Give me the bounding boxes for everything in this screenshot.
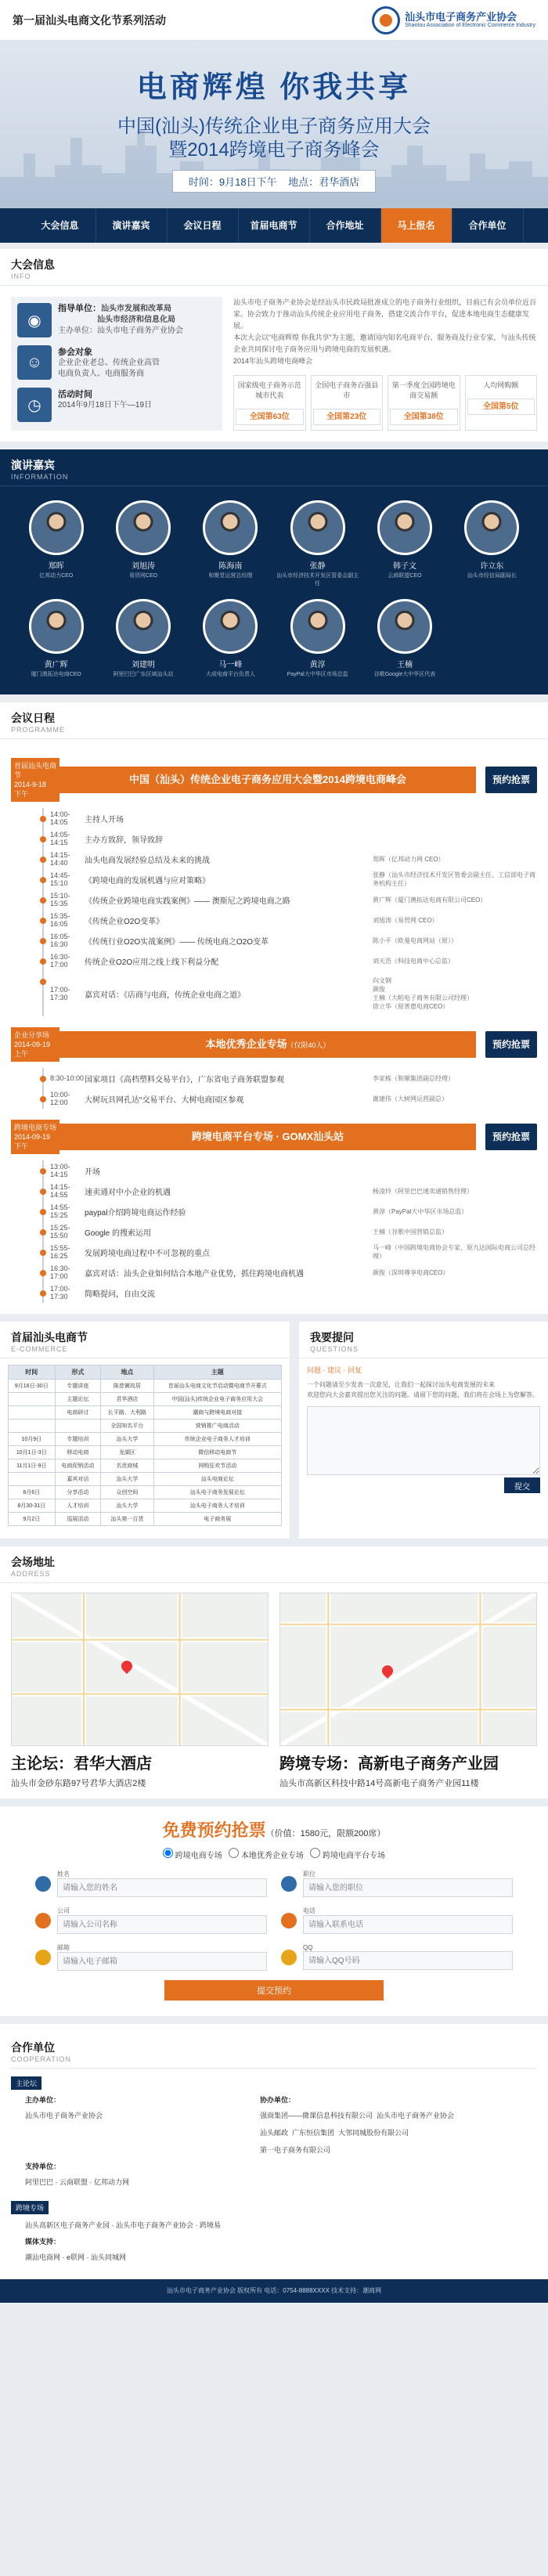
agenda-timeline	[42, 808, 537, 1016]
avatar	[464, 500, 519, 555]
option-radio[interactable]: 本地优秀企业专场	[229, 1852, 304, 1860]
avatar	[29, 500, 84, 555]
agenda-item	[44, 971, 537, 1016]
speaker-card[interactable]	[99, 599, 186, 679]
intro-3: 2014年汕头跨境电商峰会	[233, 357, 313, 365]
qq-field[interactable]	[303, 1951, 513, 1970]
agenda-speaker: 黄广辉（厦门澳拓达电商有限公司CEO）	[373, 896, 487, 904]
nav-register[interactable]: 马上报名	[381, 208, 452, 243]
nav-info[interactable]: 大会信息	[25, 208, 96, 243]
table-cell: 移动电商	[55, 1446, 101, 1459]
agenda-topic: 开场	[85, 1167, 100, 1177]
agenda-item	[44, 1283, 537, 1303]
agenda-item	[44, 910, 537, 930]
agenda-item	[44, 930, 537, 951]
table-cell: 专题培训	[55, 1433, 101, 1446]
co-line: 第一电子商务有限公司	[260, 2146, 331, 2154]
footer: 汕头市电子商务产业协会 版权所有 电话：0754-8888XXXX 技术支持：潮商网	[0, 2279, 548, 2303]
speaker-name: 许立东	[480, 562, 504, 571]
speaker-card[interactable]	[361, 500, 448, 588]
avatar	[290, 500, 345, 555]
stat-card: 全国电子商务百强县市 全国第23位	[311, 375, 384, 431]
speaker-card[interactable]	[274, 500, 361, 588]
agenda-item	[44, 951, 537, 971]
briefcase-icon	[281, 1876, 297, 1892]
avatar	[203, 599, 258, 654]
agenda-speaker: 张静（汕头市经济技术开发区管委会副主任、工信部电子商务机构主任）	[373, 871, 535, 887]
agenda-speaker: 刘旭涛（易贸网 CEO）	[373, 916, 438, 924]
table-cell: 10月1日-3日	[9, 1446, 56, 1459]
avatar	[290, 599, 345, 654]
speaker-card[interactable]	[13, 500, 99, 588]
partners-section	[0, 2024, 548, 2279]
agenda-time: 16:30-17:00	[50, 953, 70, 969]
table-cell: 众创空间	[101, 1486, 153, 1499]
position-field[interactable]	[303, 1878, 513, 1897]
speaker-name: 黄广辉	[44, 661, 68, 669]
info-section	[0, 249, 548, 442]
speaker-card[interactable]	[99, 500, 186, 588]
agenda-topic: 国家项目《高档塑料交易平台》，广东省电子商务联盟参观	[85, 1075, 284, 1084]
support-label: 支持单位：	[25, 2163, 61, 2170]
table-cell: 网购狂欢节活动	[153, 1459, 281, 1473]
agenda-time: 15:10-15:35	[50, 892, 70, 907]
speaker-card[interactable]	[187, 500, 274, 588]
agenda-item	[44, 869, 537, 889]
table-cell: 8月30-31日	[9, 1499, 56, 1513]
agenda-item	[44, 1242, 537, 1262]
series-title: 第一届汕头电商文化节系列活动	[13, 13, 166, 27]
agenda-topic: 汕头电商发展经验总结及未来的挑战	[85, 856, 210, 865]
speaker-name: 郑晖	[48, 562, 64, 571]
table-cell: 微信移动电商节	[153, 1446, 281, 1459]
cross-border-partners: 汕头高新区电子商务产业园 · 汕头市电子商务产业协会 · 跨境易	[25, 2221, 221, 2229]
table-row	[9, 1393, 282, 1406]
table-cell: 人才培训	[55, 1499, 101, 1513]
table-cell: 分享活动	[55, 1486, 101, 1499]
agenda-timeline	[42, 1160, 537, 1303]
email-field[interactable]	[57, 1952, 267, 1971]
media-label: 媒体支持：	[25, 2238, 61, 2246]
speaker-name: 刘旭涛	[131, 562, 155, 571]
session-tag: 首届汕头电商节 2014-9-18 下午	[11, 758, 59, 802]
phone-field[interactable]	[303, 1915, 513, 1934]
agenda-topic: 主办方致辞，领导致辞	[85, 835, 163, 845]
agenda-section	[0, 702, 548, 1314]
agenda-time: 15:55-16:25	[50, 1244, 70, 1260]
agenda-title: 会议日程	[11, 712, 55, 724]
venue-2-name: 跨境专场：高新电子商务产业园	[279, 1755, 499, 1773]
speaker-card[interactable]	[274, 599, 361, 679]
attend-1: 企业企业老总、传统企业高管	[58, 359, 160, 367]
support-line: 阿里巴巴 · 云商联盟 · 亿邦动力网	[25, 2178, 129, 2186]
agenda-en: PROGRAMME	[11, 726, 66, 734]
table-row	[9, 1486, 282, 1499]
main-nav	[0, 208, 548, 243]
agenda-item	[44, 828, 537, 849]
speaker-name: 韩子文	[392, 562, 416, 571]
table-cell: 电商研讨	[55, 1406, 101, 1420]
session-bar	[11, 1120, 537, 1154]
table-row	[9, 1406, 282, 1420]
session-bar	[11, 758, 537, 802]
agenda-time: 17:00-17:30	[50, 1285, 70, 1301]
table-cell: 全国知名平台	[101, 1420, 153, 1433]
agenda-topic: 主持人开场	[85, 815, 124, 824]
organizer: 主办单位：汕头市电子商务产业协会	[58, 327, 183, 335]
stat-card: 国家级电子商务示范城市代表 全国第63位	[233, 375, 306, 431]
table-cell: 汕头电商论坛	[153, 1473, 281, 1486]
qq-icon	[281, 1950, 297, 1965]
agenda-item	[44, 1201, 537, 1221]
table-cell	[55, 1420, 101, 1433]
speaker-title: 谷歌Google大中华区代表	[373, 672, 436, 677]
table-cell: 中国(汕头)传统企业电子商务应用大会	[153, 1393, 281, 1406]
attend-label: 参会对象	[58, 348, 92, 357]
session-tag: 企业分享场 2014-09-19 上午	[11, 1027, 59, 1062]
table-cell: 汕头大学	[101, 1499, 153, 1513]
session-title: 中国（汕头）传统企业电子商务应用大会暨2014跨境电商峰会	[59, 767, 476, 793]
host-1: 汕头市发展和改革局	[101, 305, 171, 313]
nav-speakers[interactable]: 演讲嘉宾	[96, 208, 168, 243]
agenda-time: 14:15-14:55	[50, 1183, 70, 1199]
agenda-topic: 发展跨境电商过程中不可忽视的重点	[85, 1249, 210, 1258]
speaker-title: 厦门澳拓达电商CEO	[31, 672, 81, 677]
clock-icon: ◷	[17, 388, 52, 422]
speaker-title: 汕头市经信局副局长	[467, 573, 517, 579]
agenda-time: 14:55-15:25	[50, 1203, 70, 1219]
speaker-name: 王楠	[396, 661, 413, 669]
table-row	[9, 1446, 282, 1459]
association-logo[interactable]	[372, 6, 535, 34]
agenda-topic: 大树玩具网孔达“交易平台、大树电商园区参观	[85, 1095, 244, 1105]
book-button[interactable]: 预约抢票	[485, 1124, 537, 1150]
agenda-topic: Google 的搜索运用	[85, 1228, 152, 1238]
ask-en: QUESTIONS	[310, 1345, 359, 1353]
venue-title: 会场地址	[11, 1556, 55, 1568]
speaker-title: 阿里巴巴广东区域汕头站	[113, 672, 174, 677]
book-button[interactable]: 预约抢票	[485, 1031, 537, 1058]
logo-name: 汕头市电子商务产业协会	[405, 11, 517, 23]
host-label: 主办单位：	[25, 2096, 61, 2104]
table-cell: 龙湖区	[101, 1446, 153, 1459]
avatar	[377, 500, 432, 555]
table-cell: 10月9日	[9, 1433, 56, 1446]
agenda-time: 16:05-16:30	[50, 933, 70, 948]
table-cell: 9月16日-30日	[9, 1380, 56, 1393]
top-bar	[0, 0, 548, 41]
speaker-card[interactable]	[13, 599, 99, 679]
agenda-topic: 速卖通对中小企业的机遇	[85, 1188, 171, 1197]
table-cell: 长平路、大利路	[101, 1406, 153, 1420]
table-cell: 汕头大学	[101, 1433, 153, 1446]
register-price: （价值：1580元，限额200席）	[265, 1829, 386, 1838]
co-line: 强商集团——微课信息科技有限公司 汕头市电子商务产业协会	[260, 2112, 455, 2120]
table-cell	[9, 1473, 56, 1486]
agenda-topic: 简略提问，自由交流	[85, 1290, 155, 1299]
ask-desc: 一个问题请至少发表一次意见，让我们一起探讨汕头电商发展的未来	[307, 1381, 495, 1388]
session-tag: 跨境电商专场 2014-09-19 下午	[11, 1120, 59, 1154]
table-cell: 汕头第一百货	[101, 1513, 153, 1526]
agenda-item	[44, 1088, 537, 1109]
hero-subtitle-1: 中国(汕头)传统企业电子商务应用大会	[117, 116, 431, 137]
table-cell: 9月2日	[9, 1513, 56, 1526]
attend-2: 电商负责人、电商服务商	[58, 370, 144, 378]
building-icon	[35, 1913, 51, 1928]
table-cell: 巡展活动	[55, 1513, 101, 1526]
venue-en: ADDRESS	[11, 1570, 51, 1578]
table-row	[9, 1433, 282, 1446]
table-cell: 首届汕头电商文化节启动暨电商节开幕式	[153, 1380, 281, 1393]
agenda-time: 8:30-10:00	[50, 1074, 85, 1082]
agenda-speaker: 谢建伟（大树网运营副总）	[373, 1095, 448, 1102]
table-cell: 营销推广电商活动	[153, 1420, 281, 1433]
table-cell: 潮商与跨境电商对接	[153, 1406, 281, 1420]
table-cell: 名优商城	[101, 1459, 153, 1473]
agenda-time: 14:05-14:15	[50, 831, 70, 846]
venue-map-1[interactable]	[11, 1593, 269, 1746]
logo-en: Shantou Association of Electronic Commerce Industry	[405, 23, 535, 28]
table-row	[9, 1473, 282, 1486]
avatar	[203, 500, 258, 555]
speakers-section	[0, 449, 548, 695]
agenda-time: 15:25-15:50	[50, 1224, 70, 1239]
time-label: 活动时间	[58, 390, 92, 399]
venue-1-address: 汕头市金砂东路97号君华大酒店2楼	[11, 1779, 146, 1788]
agenda-speaker: 陈小平（欧曼电商网站（原））	[373, 936, 457, 944]
agenda-topic: 《跨境电商的发展机遇与应对策略》	[85, 876, 210, 886]
speaker-card[interactable]	[187, 599, 274, 679]
intro-1: 汕头市电子商务产业协会是经汕头市民政局批准成立的电子商务行业组织，目前已有会员单位近百家。协会致力于推动汕头传统企业应用电子商务，搭建交流合作平台，促进本地电商生态健康发展。	[233, 298, 537, 330]
option-radio[interactable]: 跨境电商平台专场	[310, 1852, 385, 1860]
session-title: 跨境电商平台专场 · GOMX汕头站	[59, 1124, 476, 1150]
agenda-time: 15:35-16:05	[50, 912, 70, 928]
phone-icon	[281, 1913, 297, 1928]
table-row	[9, 1499, 282, 1513]
speaker-name: 陈海南	[218, 562, 243, 571]
partners-en: COOPERATION	[11, 2055, 71, 2063]
avatar	[116, 500, 171, 555]
venue-section	[0, 1546, 548, 1799]
agenda-time: 14:45-15:10	[50, 871, 70, 887]
table-cell: 传统企业电子商务人才培训	[153, 1433, 281, 1446]
festival-title: 首届汕头电商节	[11, 1331, 88, 1344]
stat-card: 第一季度全国跨境电商交易额 全国第38位	[388, 375, 460, 431]
table-row	[9, 1513, 282, 1526]
agenda-time: 16:30-17:00	[50, 1265, 70, 1280]
table-cell: 陈慈黉故居	[101, 1380, 153, 1393]
media-line: 潮汕电商网 · e联网 · 汕头同城网	[25, 2253, 127, 2261]
company-field[interactable]	[57, 1915, 267, 1934]
association-logo-icon	[372, 6, 400, 34]
agenda-speaker: 黄淳（PayPal大中华区市场总监）	[373, 1207, 468, 1215]
agenda-time: 13:00-14:15	[50, 1163, 70, 1178]
register-section: 免费预约抢票（价值：1580元，限额200席） 跨境电商专场 本地优秀企业专场 跨境电商平台专场 姓名 请输入您的姓名 职位 请输入您的职位 公司 请输入公司名称 电话 请输入联系电话 邮箱 请输入电子邮箱 QQ 请输入QQ号码 提交预约	[0, 1806, 548, 2016]
agenda-item	[44, 808, 537, 828]
agenda-time: 14:15-14:40	[50, 851, 70, 867]
session-options	[11, 1848, 537, 1860]
table-cell: 汕头大学	[101, 1473, 153, 1486]
ask-desc-2: 欢迎您向大会嘉宾提出您关注的问题。请留下您的问题，我们将在会场上为您解答。	[307, 1391, 539, 1398]
agenda-timeline	[42, 1068, 537, 1109]
table-cell: 专题讲座	[55, 1380, 101, 1393]
agenda-speaker: 王楠（谷歌中国营销总监）	[373, 1228, 448, 1236]
hero-time-place	[172, 170, 376, 193]
table-cell: 嘉宾对话	[55, 1473, 101, 1486]
question-textarea[interactable]	[307, 1406, 540, 1475]
nav-venue[interactable]: 合作地址	[310, 208, 381, 243]
venue-map-2[interactable]	[279, 1593, 537, 1746]
people-icon: ☺	[17, 345, 52, 380]
book-button[interactable]: 预约抢票	[485, 767, 537, 793]
speaker-title: 大成电商平台负责人	[205, 672, 255, 677]
event-time: 2014年9月18日下午—19日	[58, 401, 153, 409]
info-en: INFO	[11, 272, 31, 280]
venue-1-name: 主论坛：君华大酒店	[11, 1755, 152, 1773]
avatar	[377, 599, 432, 654]
org-icon: ◉	[17, 303, 52, 337]
intro-2: 本次大会以“电商辉煌 你我共享”为主题，邀请国内知名电商平台、服务商及行业专家，与汕头传统企业共同探讨电子商务应用与跨境电商的发展机遇。	[233, 334, 536, 353]
hero-place: 地点：君华酒店	[288, 176, 360, 188]
speaker-name: 张静	[309, 562, 326, 571]
table-row	[9, 1420, 282, 1433]
table-cell: 主题论坛	[55, 1393, 101, 1406]
speaker-title: 云商联盟CEO	[388, 573, 422, 579]
agenda-time: 10:00-12:00	[50, 1091, 70, 1106]
agenda-topic: 《传统企业O2O变革》	[85, 917, 164, 926]
host-label: 指导单位：	[58, 304, 101, 313]
table-cell	[9, 1406, 56, 1420]
table-row	[9, 1459, 282, 1473]
speaker-name: 刘建明	[131, 661, 155, 669]
venue-2-address: 汕头市高新区科技中路14号高新电子商务产业园11楼	[279, 1779, 479, 1788]
co-line: 汕头邮政 广东恒信集团 大邻同城股份有限公司	[260, 2129, 409, 2137]
festival-en: E-COMMERCE	[11, 1345, 68, 1353]
agenda-item	[44, 1221, 537, 1242]
hero-headline: 电商辉煌 你我共享	[136, 71, 412, 104]
agenda-speaker: 刘天浩（科技电商中心总监）	[373, 957, 454, 965]
ask-title: 我要提问	[310, 1331, 354, 1344]
partners-title: 合作单位	[11, 2041, 55, 2054]
avatar	[116, 599, 171, 654]
group-tag: 主论坛	[11, 2076, 41, 2090]
table-cell: 电子商务展	[153, 1513, 281, 1526]
option-radio[interactable]: 跨境电商专场	[163, 1852, 222, 1860]
speaker-card[interactable]	[449, 500, 535, 588]
session-title: 本地优秀企业专场（仅限40人）	[59, 1031, 476, 1058]
info-title: 大会信息	[11, 258, 55, 271]
agenda-topic: 传统企业O2O应用之线上线下利益分配	[85, 958, 219, 967]
register-title: 免费预约抢票（价值：1580元，限额200席）	[162, 1820, 386, 1840]
speakers-title: 演讲嘉宾	[11, 459, 55, 471]
table-cell: 电商促销活动	[55, 1459, 101, 1473]
agenda-speaker: 杨凌玲（阿里巴巴速卖通销售经理）	[373, 1187, 473, 1195]
hero-subtitle-2: 暨2014跨境电子商务峰会	[168, 139, 380, 161]
register-submit-button[interactable]: 提交预约	[164, 1980, 384, 2001]
table-cell	[9, 1393, 56, 1406]
host-name: 汕头市电子商务产业协会	[25, 2112, 103, 2120]
agenda-item	[44, 1262, 537, 1283]
nav-agenda[interactable]: 会议日程	[168, 208, 239, 243]
speaker-title: 汕头市经济技术开发区管委会副主任	[276, 573, 359, 586]
agenda-speaker: 郑晖（亿邦动力网 CEO）	[373, 855, 445, 863]
table-cell	[9, 1420, 56, 1433]
speaker-title: PayPal大中华区市场总监	[287, 672, 348, 677]
name-field[interactable]	[57, 1878, 267, 1897]
agenda-item	[44, 1160, 537, 1181]
agenda-topic: 嘉宾对话：汕头企业如何结合本地产业优势，抓住跨境电商机遇	[85, 1269, 304, 1279]
group-tag: 跨境专场	[11, 2201, 49, 2214]
speaker-card[interactable]	[361, 599, 448, 679]
agenda-speaker: 颜俊（深圳尊享电商CEO）	[373, 1268, 449, 1276]
agenda-item	[44, 889, 537, 910]
agenda-speaker: 向文钢 颜俊 王楠（大帕电子商务有限公司经理） 徐立华（原普惠电商CEO）	[373, 977, 473, 1010]
hero-banner	[0, 41, 548, 208]
table-cell: 11月1日-9日	[9, 1459, 56, 1473]
table-cell: 8月6日	[9, 1486, 56, 1499]
nav-partners[interactable]: 合作单位	[452, 208, 524, 243]
festival-table: 时间 形式 地点 主题 9月16日-30日 专题讲座 陈慈黉故居 首届汕头电商文化节启动暨电商节开幕式 主题论坛 君华酒店 中国(汕头)传统企业电子商务应用大会 电商研讨 长平路、大利路 潮商与跨境电商对接 全国知名平台 营销推广电商活动 10月9日 专题培训 汕头大学 传统企业电子商务人才培训 10月1日-3日 移动电商 龙湖区 微信移动电商节 11月1日-9日 电商促销活动 名优商城 网购狂欢节活动 嘉宾对话 汕头大学 汕头电商论坛 8月6日 分享活动 众创空间 汕头电子商务发展论坛 8月30-31日 人才培训 汕头大学 汕头电子商务人才培训 9月2日 巡展活动 汕头第一百货 电子商务展	[8, 1365, 282, 1526]
agenda-speaker: 马一峰（中国跨境电商协会专家、原九达国际电商公司总经理）	[373, 1244, 535, 1260]
table-cell: 汕头电子商务发展论坛	[153, 1486, 281, 1499]
table-row	[9, 1380, 282, 1393]
speaker-title: 易贸网CEO	[128, 573, 158, 579]
agenda-item	[44, 1181, 537, 1201]
agenda-topic: 嘉宾对话：《店商与电商，传统企业电商之道》	[85, 990, 245, 1000]
agenda-topic: 《传统行业O2O实战案例》—— 传统电商之O2O变革	[85, 937, 269, 947]
agenda-item	[44, 849, 537, 869]
ask-links[interactable]: 问题 · 建议 · 回复	[307, 1366, 362, 1374]
table-cell: 汕头电子商务人才培训	[153, 1499, 281, 1513]
session-bar	[11, 1027, 537, 1062]
speakers-en: INFORMATION	[11, 473, 69, 481]
agenda-speaker: 李家栋（和顺集团副总经理）	[373, 1074, 454, 1082]
agenda-topic: 《传统企业跨境电商实践案例》—— 澳斯尼之跨境电商之路	[85, 897, 290, 906]
host-2: 汕头市经济和信息化局	[97, 316, 175, 324]
speaker-name: 黄淳	[309, 661, 326, 669]
agenda-item	[44, 1068, 537, 1088]
hero-time: 时间：9月18日下午	[188, 176, 277, 188]
co-label: 协办单位：	[260, 2096, 296, 2104]
agenda-topic: paypal介绍跨境电商运作经验	[85, 1208, 186, 1218]
avatar	[29, 599, 84, 654]
nav-festival[interactable]: 首届电商节	[239, 208, 310, 243]
stat-card: 人均网购额 全国第5位	[465, 375, 538, 431]
agenda-time: 14:00-14:05	[50, 810, 70, 826]
speaker-title: 和聚堂运营总经理	[208, 573, 253, 579]
agenda-time: 17:00-17:30	[50, 986, 70, 1001]
speaker-title: 亿邦动力CEO	[39, 573, 74, 579]
table-cell: 君华酒店	[101, 1393, 153, 1406]
ask-submit-button[interactable]: 提交	[504, 1477, 540, 1493]
mail-icon	[35, 1950, 51, 1965]
user-icon	[35, 1876, 51, 1892]
speaker-name: 马一峰	[218, 661, 243, 669]
